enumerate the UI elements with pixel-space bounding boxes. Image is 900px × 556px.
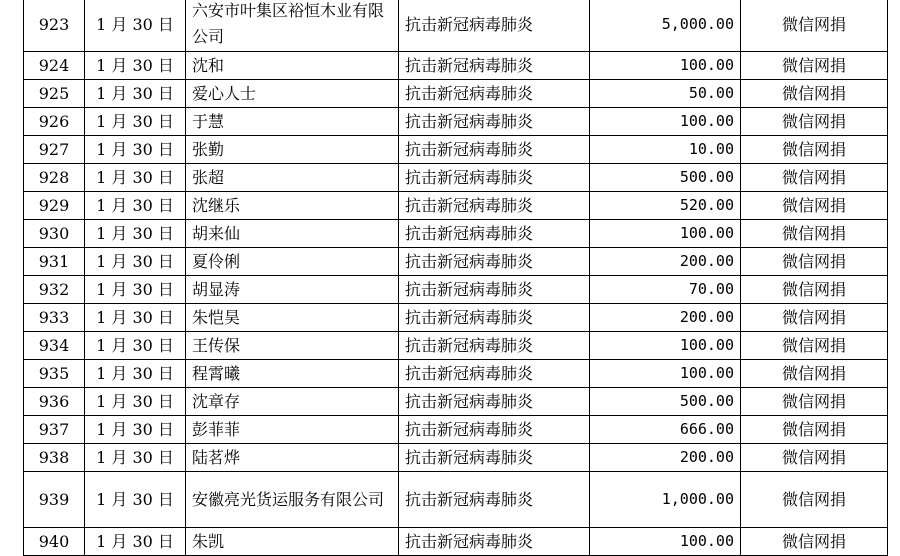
table-row xyxy=(24,164,888,192)
donation-purpose: 抗击新冠病毒肺炎 xyxy=(399,444,590,472)
table-row xyxy=(24,0,888,52)
donation-date: 1 月 30 日 xyxy=(85,527,186,555)
row-number: 930 xyxy=(24,220,85,248)
donation-amount: 1,000.00 xyxy=(590,472,741,527)
donor-name: 张勤 xyxy=(186,136,399,164)
donor-name: 夏伶俐 xyxy=(186,248,399,276)
donation-date: 1 月 30 日 xyxy=(85,360,186,388)
donation-amount: 500.00 xyxy=(590,388,741,416)
donation-method: 微信网捐 xyxy=(741,388,888,416)
donation-amount: 100.00 xyxy=(590,108,741,136)
donation-amount: 500.00 xyxy=(590,164,741,192)
row-number: 937 xyxy=(24,416,85,444)
donation-purpose: 抗击新冠病毒肺炎 xyxy=(399,388,590,416)
donation-purpose: 抗击新冠病毒肺炎 xyxy=(399,52,590,80)
donor-name: 胡来仙 xyxy=(186,220,399,248)
table-row xyxy=(24,527,888,555)
row-number: 940 xyxy=(24,527,85,555)
donation-date: 1 月 30 日 xyxy=(85,192,186,220)
donation-date: 1 月 30 日 xyxy=(85,304,186,332)
row-number: 934 xyxy=(24,332,85,360)
row-number: 938 xyxy=(24,444,85,472)
donation-date: 1 月 30 日 xyxy=(85,0,186,52)
donation-table xyxy=(23,0,888,556)
donor-name: 安徽亮光货运服务有限公司 xyxy=(186,472,399,527)
table-row xyxy=(24,52,888,80)
row-number: 927 xyxy=(24,136,85,164)
donation-method: 微信网捐 xyxy=(741,136,888,164)
row-number: 933 xyxy=(24,304,85,332)
donation-purpose: 抗击新冠病毒肺炎 xyxy=(399,360,590,388)
donation-amount: 10.00 xyxy=(590,136,741,164)
row-number: 935 xyxy=(24,360,85,388)
table-row xyxy=(24,80,888,108)
donation-method: 微信网捐 xyxy=(741,164,888,192)
donation-purpose: 抗击新冠病毒肺炎 xyxy=(399,416,590,444)
donation-purpose: 抗击新冠病毒肺炎 xyxy=(399,192,590,220)
donation-amount: 200.00 xyxy=(590,444,741,472)
table-row xyxy=(24,248,888,276)
donation-purpose: 抗击新冠病毒肺炎 xyxy=(399,136,590,164)
donation-method: 微信网捐 xyxy=(741,192,888,220)
donation-method: 微信网捐 xyxy=(741,0,888,52)
table-row xyxy=(24,276,888,304)
donation-purpose: 抗击新冠病毒肺炎 xyxy=(399,472,590,527)
donation-amount: 666.00 xyxy=(590,416,741,444)
donation-date: 1 月 30 日 xyxy=(85,248,186,276)
donation-amount: 100.00 xyxy=(590,220,741,248)
donation-amount: 100.00 xyxy=(590,527,741,555)
table-row xyxy=(24,220,888,248)
donation-amount: 100.00 xyxy=(590,332,741,360)
table-row xyxy=(24,304,888,332)
donation-date: 1 月 30 日 xyxy=(85,416,186,444)
table-row xyxy=(24,332,888,360)
donation-method: 微信网捐 xyxy=(741,248,888,276)
table-row xyxy=(24,416,888,444)
donor-name: 沈章存 xyxy=(186,388,399,416)
row-number: 928 xyxy=(24,164,85,192)
donation-method: 微信网捐 xyxy=(741,527,888,555)
table-row xyxy=(24,192,888,220)
row-number: 926 xyxy=(24,108,85,136)
donation-purpose: 抗击新冠病毒肺炎 xyxy=(399,332,590,360)
donation-method: 微信网捐 xyxy=(741,416,888,444)
table-row xyxy=(24,472,888,527)
donation-date: 1 月 30 日 xyxy=(85,332,186,360)
donation-date: 1 月 30 日 xyxy=(85,80,186,108)
row-number: 929 xyxy=(24,192,85,220)
row-number: 932 xyxy=(24,276,85,304)
donor-name: 沈和 xyxy=(186,52,399,80)
table-row xyxy=(24,388,888,416)
row-number: 936 xyxy=(24,388,85,416)
donation-amount: 520.00 xyxy=(590,192,741,220)
donation-amount: 100.00 xyxy=(590,360,741,388)
donation-method: 微信网捐 xyxy=(741,276,888,304)
donor-name: 于慧 xyxy=(186,108,399,136)
donation-date: 1 月 30 日 xyxy=(85,52,186,80)
table-row xyxy=(24,444,888,472)
donation-purpose: 抗击新冠病毒肺炎 xyxy=(399,248,590,276)
donation-date: 1 月 30 日 xyxy=(85,164,186,192)
donation-method: 微信网捐 xyxy=(741,52,888,80)
donor-name: 王传保 xyxy=(186,332,399,360)
donation-purpose: 抗击新冠病毒肺炎 xyxy=(399,0,590,52)
donation-purpose: 抗击新冠病毒肺炎 xyxy=(399,80,590,108)
donation-amount: 200.00 xyxy=(590,248,741,276)
donation-table-body xyxy=(24,0,888,555)
donation-date: 1 月 30 日 xyxy=(85,136,186,164)
donation-date: 1 月 30 日 xyxy=(85,388,186,416)
row-number: 939 xyxy=(24,472,85,527)
donation-amount: 70.00 xyxy=(590,276,741,304)
donation-amount: 200.00 xyxy=(590,304,741,332)
donation-method: 微信网捐 xyxy=(741,220,888,248)
row-number: 931 xyxy=(24,248,85,276)
row-number: 925 xyxy=(24,80,85,108)
donor-name: 爱心人士 xyxy=(186,80,399,108)
donor-name: 朱恺昊 xyxy=(186,304,399,332)
donation-date: 1 月 30 日 xyxy=(85,108,186,136)
row-number: 923 xyxy=(24,0,85,52)
donor-name: 程霄曦 xyxy=(186,360,399,388)
row-number: 924 xyxy=(24,52,85,80)
donation-date: 1 月 30 日 xyxy=(85,220,186,248)
donation-purpose: 抗击新冠病毒肺炎 xyxy=(399,527,590,555)
donation-date: 1 月 30 日 xyxy=(85,444,186,472)
donation-purpose: 抗击新冠病毒肺炎 xyxy=(399,304,590,332)
donation-method: 微信网捐 xyxy=(741,444,888,472)
donation-amount: 5,000.00 xyxy=(590,0,741,52)
donation-method: 微信网捐 xyxy=(741,304,888,332)
donor-name: 六安市叶集区裕恒木业有限公司 xyxy=(186,0,399,52)
donor-name: 张超 xyxy=(186,164,399,192)
donation-method: 微信网捐 xyxy=(741,108,888,136)
donation-amount: 50.00 xyxy=(590,80,741,108)
donation-method: 微信网捐 xyxy=(741,332,888,360)
donation-purpose: 抗击新冠病毒肺炎 xyxy=(399,220,590,248)
donor-name: 彭菲菲 xyxy=(186,416,399,444)
table-row xyxy=(24,136,888,164)
donor-name: 陆茗烨 xyxy=(186,444,399,472)
donation-amount: 100.00 xyxy=(590,52,741,80)
donor-name: 朱凯 xyxy=(186,527,399,555)
donation-method: 微信网捐 xyxy=(741,80,888,108)
donation-method: 微信网捐 xyxy=(741,472,888,527)
donation-date: 1 月 30 日 xyxy=(85,472,186,527)
donor-name: 沈继乐 xyxy=(186,192,399,220)
donation-method: 微信网捐 xyxy=(741,360,888,388)
table-row xyxy=(24,108,888,136)
donation-date: 1 月 30 日 xyxy=(85,276,186,304)
donation-purpose: 抗击新冠病毒肺炎 xyxy=(399,164,590,192)
donation-purpose: 抗击新冠病毒肺炎 xyxy=(399,108,590,136)
donation-purpose: 抗击新冠病毒肺炎 xyxy=(399,276,590,304)
table-row xyxy=(24,360,888,388)
donor-name: 胡显涛 xyxy=(186,276,399,304)
